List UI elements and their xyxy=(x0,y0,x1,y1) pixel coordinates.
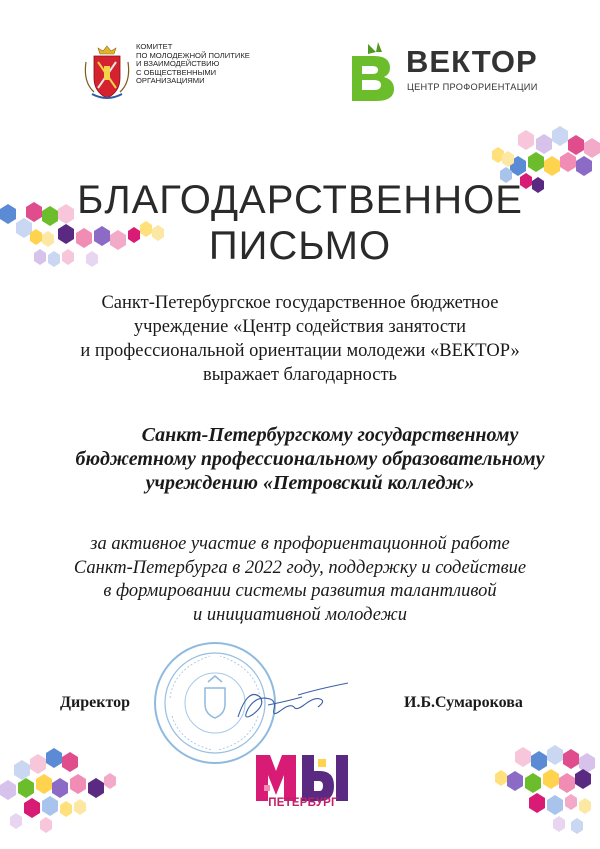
logo-word-peterburg: ПЕТЕРБУРГ xyxy=(268,797,338,809)
signatory-position: Директор xyxy=(60,694,130,711)
sender-line: Санкт-Петербургское государственное бюджетное xyxy=(101,293,499,313)
committee-line: ОРГАНИЗАЦИЯМИ xyxy=(136,76,205,86)
committee-line: КОМИТЕТ xyxy=(136,42,173,51)
coat-of-arms-icon xyxy=(82,44,132,104)
signatory-name: И.Б.Сумарокова xyxy=(404,694,523,711)
recipient-line: Санкт-Петербургскому государственному xyxy=(141,424,519,446)
committee-line: С ОБЩЕСТВЕННЫМИ xyxy=(136,67,217,77)
recipient-line: учреждению «Петровский колледж» xyxy=(145,472,475,494)
title-line-1: БЛАГОДАРСТВЕННОЕ xyxy=(77,178,523,222)
recipient-line: бюджетному профессиональному образовательному xyxy=(75,448,545,470)
reason-line: в формировании системы развития талантливой xyxy=(103,581,497,601)
vektor-name: ВЕКТОР xyxy=(406,44,538,79)
committee-name xyxy=(136,43,266,86)
reason-line: Санкт-Петербурга в 2022 году, поддержку и содействие xyxy=(73,557,527,578)
vektor-subtitle: ЦЕНТР ПРОФОРИЕНТАЦИИ xyxy=(407,82,538,92)
reason-line: за активное участие в профориентационной работе xyxy=(90,534,510,554)
sender-line: учреждение «Центр содействия занятости xyxy=(133,317,467,337)
hexagon-decoration-bottom-left xyxy=(0,745,150,840)
recipient-name xyxy=(30,423,590,495)
hexagon-decoration-bottom-right xyxy=(455,740,600,840)
committee-line: И ВЗАИМОДЕЙСТВИЮ xyxy=(136,59,220,69)
my-peterburg-logo-icon xyxy=(252,745,352,805)
reason-line: и инициативной молодежи xyxy=(193,604,407,625)
signature-icon xyxy=(228,675,368,730)
sender-paragraph xyxy=(0,291,600,387)
reason-paragraph xyxy=(0,533,600,627)
vektor-logo-icon xyxy=(348,42,400,102)
sender-line: и профессиональной ориентации молодежи «ВЕКТОР» xyxy=(80,341,520,361)
title-line-2: ПИСЬМО xyxy=(208,224,392,268)
my-peterburg-text xyxy=(253,797,353,809)
committee-line: ПО МОЛОДЕЖНОЙ ПОЛИТИКЕ xyxy=(136,50,250,60)
sender-line: выражает благодарность xyxy=(203,365,397,385)
